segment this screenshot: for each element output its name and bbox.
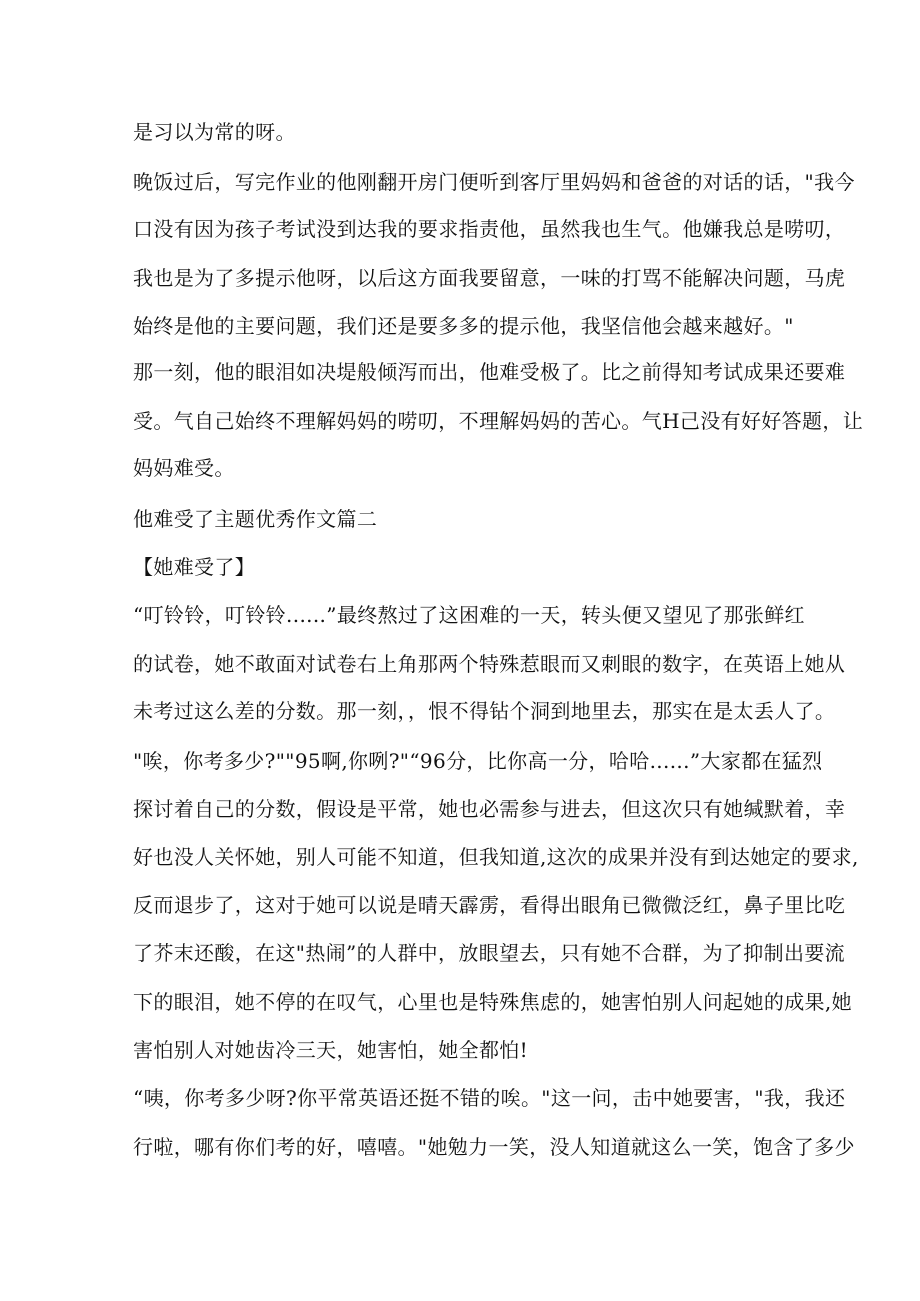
text-line: 未考过这么差的分数。那一刻，，恨不得钻个洞到地里去，那实在是太丢人了。: [133, 699, 836, 723]
text-line: 害怕别人对她齿冷三天，她害怕，她全都怕!: [133, 1038, 529, 1062]
text-line: 是习以为常的呀。: [133, 120, 296, 144]
text-line: 的试卷，她不敢面对试卷右上角那两个特殊惹眼而又刺眼的数字，在英语上她从: [133, 652, 846, 676]
text-line: 那一刻，他的眼泪如决堤般倾泻而出，他难受极了。比之前得知考试成果还要难: [133, 360, 846, 384]
text-line: 我也是为了多提示他呀，以后这方面我要留意，一味的打骂不能解决问题，马虎: [133, 266, 846, 290]
text-line: 行啦，哪有你们考的好，嘻嘻。"她勉力一笑，没人知道就这么一笑，饱含了多少: [133, 1135, 855, 1159]
text-line: 下的眼泪，她不停的在叹气，心里也是特殊焦虑的，她害怕别人问起她的成果,她: [133, 990, 852, 1014]
text-line: 始终是他的主要问题，我们还是要多多的提示他，我坚信他会越来越好。": [133, 314, 794, 338]
text-line: 好也没人关怀她，别人可能不知道，但我知道,这次的成果并没有到达她定的要求,: [133, 845, 859, 869]
text-line: "唉，你考多少?""95啊,你咧?"“96分，比你高一分，哈哈......”大家都在猛烈: [133, 749, 823, 773]
text-line: 探讨着自己的分数，假设是平常，她也必需参与进去，但这次只有她缄默着，幸: [133, 797, 846, 821]
text-line: 晚饭过后，写完作业的他刚翻开房门便听到客厅里妈妈和爸爸的对话的话，"我今: [133, 170, 855, 194]
text-line: 口没有因为孩子考试没到达我的要求指责他，虽然我也生气。他嫌我总是唠叨，: [133, 217, 846, 241]
text-line: 反而退步了，这对于她可以说是晴天霹雳，看得出眼角已微微泛红，鼻子里比吃: [133, 893, 846, 917]
text-line: 受。气自己始终不理解妈妈的唠叨，不理解妈妈的苦心。气H己没有好好答题，让: [133, 409, 864, 433]
article-title: 【她难受了】: [133, 555, 256, 579]
text-line: 了芥末还酸，在这"热闹”的人群中，放眼望去，只有她不合群，为了抑制出要流: [133, 941, 846, 965]
text-line: “叮铃铃，叮铃铃......”最终熬过了这困难的一天，转头便又望见了那张鲜红: [133, 603, 805, 627]
text-line: 妈妈难受。: [133, 456, 235, 480]
text-line: “咦，你考多少呀?你平常英语还挺不错的唉。"这一问，击中她要害，"我，我还: [133, 1086, 846, 1110]
section-heading: 他难受了主题优秀作文篇二: [133, 507, 378, 531]
